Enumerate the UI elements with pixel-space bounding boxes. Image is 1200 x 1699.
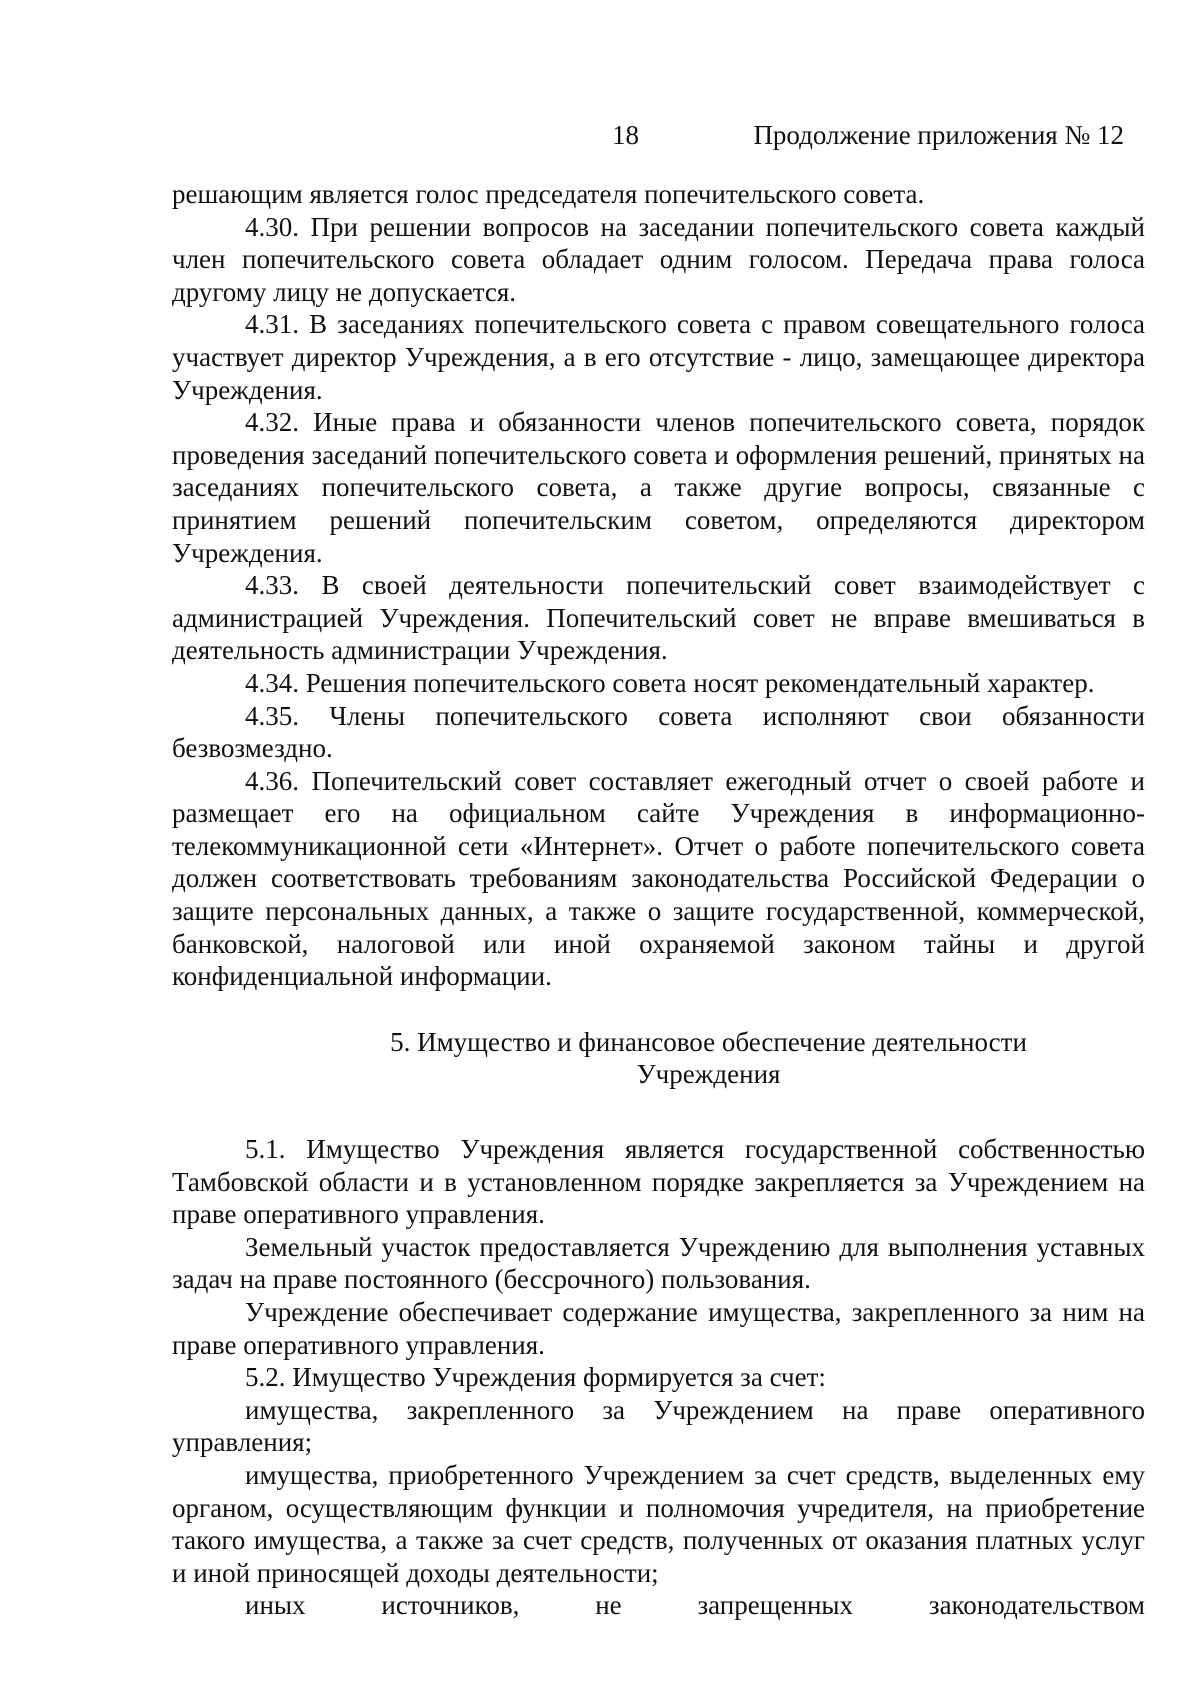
paragraph-4-30: 4.30. При решении вопросов на заседании попечительского совета каждый член попечительского совета обладает одним голосом. Передача права голоса другому лицу не допускается. [172,211,1145,307]
page-number: 18 [612,120,639,150]
paragraph-4-35: 4.35. Члены попечительского совета исполняют свои обязанности безвозмездно. [172,700,1145,764]
list-item-acquired-property: имущества, приобретенного Учреждением за счет средств, выделенных ему органом, осуществляющим функции и полномочия учредителя, на приобретение такого имущества, а также за счет средств, полученных от оказания платных услуг и иной приносящей доходы деятельности; [172,1459,1145,1588]
section-heading [172,1026,1145,1091]
paragraph-4-31: 4.31. В заседаниях попечительского совета с правом совещательного голоса участвует директор Учреждения, а в его отсутствие - лицо, замещающее директора Учреждения. [172,309,1145,405]
list-item-assigned-property: имущества, закрепленного за Учреждением на праве оперативного управления; [172,1394,1145,1458]
document-body [172,178,1145,1622]
paragraph-4-36: 4.36. Попечительский совет составляет ежегодный отчет о своей работе и размещает его на официальном сайте Учреждения в информационно-телекоммуникационной сети «Интернет». Отчет о работе попечительского совета должен соответствовать требованиям законодательства Российской Федерации о защите персональных данных, а также о защите государственной, коммерческой, банковской, налоговой или иной охраняемой законом тайны и другой конфиденциальной информации. [172,765,1145,992]
paragraph-5-2: 5.2. Имущество Учреждения формируется за счет: [245,1362,826,1393]
paragraph-land-plot: Земельный участок предоставляется Учреждению для выполнения уставных задач на праве постоянного (бессрочного) пользования. [172,1231,1145,1295]
page-header [0,118,1200,158]
list-item-other-sources: иных источников, не запрещенных законодательством [245,1590,1145,1621]
section-heading-line-1: 5. Имущество и финансовое обеспечение деятельности [390,1026,1027,1057]
paragraph-4-32: 4.32. Иные права и обязанности членов попечительского совета, порядок проведения заседаний попечительского совета и оформления решений, принятых на заседаниях попечительского совета, а также другие вопросы, связанные с принятием решений попечительским советом, определяются директором Учреждения. [172,407,1145,568]
paragraph-4-33: 4.33. В своей деятельности попечительский совет взаимодействует с администрацией Учреждения. Попечительский совет не вправе вмешиваться в деятельность администрации Учреждения. [172,570,1145,666]
paragraph-property-maintenance: Учреждение обеспечивает содержание имущества, закрепленного за ним на праве оперативного управления. [172,1297,1145,1360]
appendix-continuation-title: Продолжение приложения № 12 [753,120,1124,150]
section-heading-line-2: Учреждения [636,1059,781,1090]
paragraph-continuation: решающим является голос председателя попечительского совета. [172,179,925,209]
paragraph-4-34: 4.34. Решения попечительского совета носят рекомендательный характер. [245,667,1095,698]
paragraph-5-1: 5.1. Имущество Учреждения является государственной собственностью Тамбовской области и в установленном порядке закрепляется за Учреждением на праве оперативного управления. [172,1134,1145,1230]
